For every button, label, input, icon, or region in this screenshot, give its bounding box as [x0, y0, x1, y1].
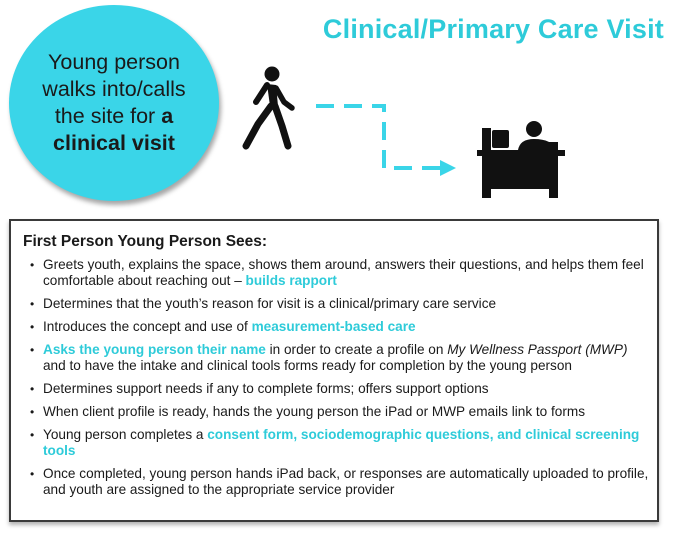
item-text: When client profile is ready, hands the young person the iPad or MWP emails link to forms — [43, 404, 585, 419]
steps-list — [23, 257, 649, 498]
list-item — [23, 427, 649, 459]
list-item — [23, 404, 649, 420]
box-heading: First Person Young Person Sees: — [23, 233, 268, 250]
first-person-box — [9, 219, 659, 522]
intro-circle-line: Young person walks into/calls the site for — [42, 50, 186, 128]
item-text: in order to create a profile on — [265, 342, 448, 357]
item-highlight: consent form, sociodemographic questions, and clinical screening tools — [43, 427, 640, 458]
item-text: Young person completes a — [43, 427, 208, 442]
list-item — [23, 381, 649, 397]
item-text: Once completed, young person hands iPad back, or responses are automatically uploaded to profile, and youth are assigned to the appropriate service provider — [43, 466, 649, 497]
item-highlight: builds rapport — [245, 273, 337, 288]
list-item — [23, 296, 649, 312]
item-text: and to have the intake and clinical tools forms ready for completion by the young person — [43, 358, 572, 373]
item-italic: My Wellness Passport (MWP) — [447, 342, 628, 357]
item-text: Introduces the concept and use of — [43, 319, 252, 334]
intro-circle-bold: a clinical visit — [53, 104, 175, 155]
item-text: Greets youth, explains the space, shows them around, answers their questions, and helps them feel comfortable about reaching out – — [43, 257, 644, 288]
list-item — [23, 319, 649, 335]
walking-person-icon — [240, 66, 300, 152]
item-highlight: Asks the young person their name — [43, 342, 266, 357]
dashed-arrow-icon — [312, 96, 462, 180]
item-text: Determines support needs if any to complete forms; offers support options — [43, 381, 489, 396]
exam-bed-icon — [476, 120, 568, 200]
item-text: Determines that the youth’s reason for visit is a clinical/primary care service — [43, 296, 497, 311]
list-item — [23, 466, 649, 498]
page-title: Clinical/Primary Care Visit — [322, 14, 664, 44]
list-item — [23, 342, 649, 374]
list-item — [23, 257, 649, 289]
intro-circle-text — [29, 49, 199, 157]
item-highlight: measurement-based care — [251, 319, 416, 334]
intro-circle — [9, 5, 219, 201]
